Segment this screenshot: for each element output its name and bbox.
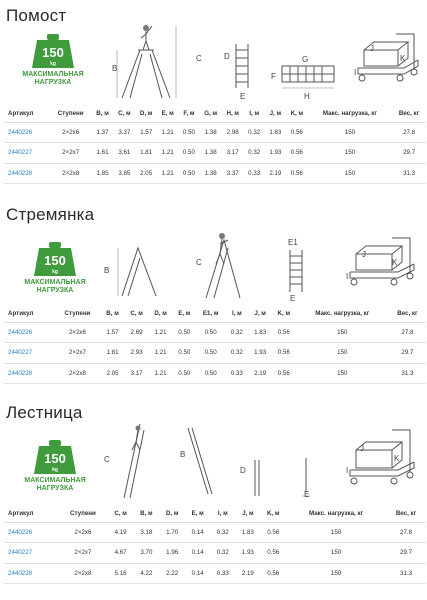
col-header: D, м xyxy=(159,506,185,522)
table-cell: 2.22 xyxy=(159,563,185,584)
col-header: Макс. нагрузка, кг xyxy=(286,506,386,522)
col-header: I, м xyxy=(225,306,248,322)
article-link[interactable]: 2440226 xyxy=(4,322,54,343)
table-cell: 150 xyxy=(286,563,386,584)
table-cell: 0.56 xyxy=(260,522,286,543)
table-cell: 1.21 xyxy=(157,163,178,184)
table-cell: 0.14 xyxy=(185,543,210,564)
table-cell: 1.21 xyxy=(149,322,173,343)
col-header: Артикул xyxy=(4,306,54,322)
dim-label-c: C xyxy=(196,54,202,63)
table-cell: 0.56 xyxy=(260,563,286,584)
table-cell: 150 xyxy=(286,522,386,543)
table-cell: 0.56 xyxy=(286,143,308,164)
table-cell: 31.3 xyxy=(386,563,426,584)
straight-ladder-figure xyxy=(184,426,214,496)
table-cell: 0.50 xyxy=(196,322,225,343)
ladder-figure xyxy=(230,42,254,92)
table-cell: 150 xyxy=(286,543,386,564)
table-cell: 1.83 xyxy=(265,122,286,143)
section-title: Лестница xyxy=(6,403,83,422)
dim-label-d: D xyxy=(240,466,246,475)
weight-caption-2: НАГРУЗКА xyxy=(36,287,74,294)
table-cell: 4.67 xyxy=(108,543,134,564)
table-cell: 3.37 xyxy=(113,122,135,143)
table-row xyxy=(4,163,426,184)
table-cell: 0.14 xyxy=(185,563,210,584)
table-cell: 0.56 xyxy=(272,343,296,364)
section-ladder xyxy=(0,400,427,600)
table-cell: 2×2х8 xyxy=(58,563,108,584)
table-cell: 0.50 xyxy=(173,363,196,384)
col-header: Вес, кг xyxy=(386,506,426,522)
table-cell: 27.8 xyxy=(389,322,426,343)
table-cell: 2.19 xyxy=(265,163,286,184)
table-cell: 150 xyxy=(308,122,392,143)
table-cell: 0.50 xyxy=(196,343,225,364)
table-cell: 1.83 xyxy=(235,522,260,543)
col-header: D, м xyxy=(135,106,157,122)
col-header: K, м xyxy=(272,306,296,322)
dim-label-j: J xyxy=(360,444,364,453)
spec-table-stepladder xyxy=(4,306,426,384)
table-cell: 0.50 xyxy=(173,343,196,364)
dim-label-i: I xyxy=(346,466,349,475)
table-cell: 2×2х6 xyxy=(58,522,108,543)
table-cell: 2.05 xyxy=(135,163,157,184)
col-header: Ступени xyxy=(58,506,108,522)
table-row xyxy=(4,343,426,364)
col-header: F, м xyxy=(178,106,199,122)
col-header: G, м xyxy=(199,106,221,122)
table-cell: 1.93 xyxy=(235,543,260,564)
table-cell: 0.56 xyxy=(286,122,308,143)
table-cell: 1.61 xyxy=(92,143,114,164)
table-cell: 0.50 xyxy=(173,322,196,343)
table-cell: 2.93 xyxy=(125,343,149,364)
weight-caption-2: НАГРУЗКА xyxy=(34,79,72,86)
table-cell: 31.3 xyxy=(392,163,426,184)
table-cell: 0.32 xyxy=(210,522,235,543)
table-row xyxy=(4,522,426,543)
table-cell: 29.7 xyxy=(386,543,426,564)
table-cell: 2.19 xyxy=(249,363,272,384)
col-header: E, м xyxy=(157,106,178,122)
table-cell: 1.70 xyxy=(159,522,185,543)
col-header: K, м xyxy=(260,506,286,522)
table-cell: 4.22 xyxy=(133,563,159,584)
article-link[interactable]: 2440227 xyxy=(4,143,50,164)
table-cell: 0.50 xyxy=(178,163,199,184)
dim-label-d: D xyxy=(224,52,230,61)
table-cell: 1.93 xyxy=(265,143,286,164)
table-cell: 1.21 xyxy=(149,363,173,384)
table-cell: 1.83 xyxy=(249,322,272,343)
dim-label-b: B xyxy=(112,64,118,73)
table-cell: 2.05 xyxy=(101,363,125,384)
dim-label-k: K xyxy=(394,454,400,463)
col-header: B, м xyxy=(133,506,159,522)
table-cell: 0.56 xyxy=(272,363,296,384)
dim-label-k: K xyxy=(392,258,398,267)
table-cell: 0.50 xyxy=(178,143,199,164)
table-cell: 1.37 xyxy=(92,122,114,143)
table-cell: 1.38 xyxy=(199,143,221,164)
table-header-row xyxy=(4,506,426,522)
table-cell: 1.93 xyxy=(249,343,272,364)
section-title: Помост xyxy=(6,6,67,25)
dim-label-k: K xyxy=(400,54,406,63)
table-cell: 1.81 xyxy=(101,343,125,364)
svg-text:kg: kg xyxy=(52,467,58,473)
table-cell: 1.96 xyxy=(159,543,185,564)
table-cell: 3.61 xyxy=(113,143,135,164)
table-cell: 2×2х7 xyxy=(54,343,100,364)
col-header: Артикул xyxy=(4,106,50,122)
dim-label-g: G xyxy=(302,55,309,64)
weight-badge xyxy=(10,440,100,493)
weight-caption-1: МАКСИМАЛЬНАЯ xyxy=(22,71,84,78)
table-cell: 0.33 xyxy=(225,363,248,384)
table-cell: 3.70 xyxy=(133,543,159,564)
col-header: C, м xyxy=(108,506,134,522)
col-header: B, м xyxy=(92,106,114,122)
table-header-row xyxy=(4,106,426,122)
table-cell: 1.21 xyxy=(157,143,178,164)
col-header: C, м xyxy=(125,306,149,322)
table-cell: 150 xyxy=(296,322,389,343)
col-header: I, м xyxy=(244,106,265,122)
table-cell: 0.56 xyxy=(260,543,286,564)
weight-caption-2: НАГРУЗКА xyxy=(36,485,74,492)
table-cell: 150 xyxy=(296,343,389,364)
table-cell: 3.17 xyxy=(222,143,244,164)
leaning-ladder-figure xyxy=(116,420,156,500)
dim-label-e: E xyxy=(290,294,296,303)
table-cell: 1.38 xyxy=(199,122,221,143)
table-cell: 2×2х6 xyxy=(54,322,100,343)
col-header: E, м xyxy=(185,506,210,522)
table-cell: 29.7 xyxy=(392,143,426,164)
table-cell: 5.16 xyxy=(108,563,134,584)
dim-label-c: C xyxy=(104,455,110,464)
table-cell: 1.21 xyxy=(157,122,178,143)
weight-icon xyxy=(33,242,77,276)
table-cell: 1.57 xyxy=(135,122,157,143)
ladder-e1-figure xyxy=(284,248,308,294)
section-platform xyxy=(0,0,427,200)
table-cell: 0.32 xyxy=(244,143,265,164)
table-row xyxy=(4,143,426,164)
weight-badge xyxy=(8,34,98,87)
table-row xyxy=(4,543,426,564)
weight-caption-1: МАКСИМАЛЬНАЯ xyxy=(24,279,86,286)
table-cell: 4.19 xyxy=(108,522,134,543)
spec-table-platform xyxy=(4,106,426,184)
table-cell: 3.17 xyxy=(125,363,149,384)
table-cell: 31.3 xyxy=(389,363,426,384)
table-cell: 1.85 xyxy=(92,163,114,184)
spec-table-ladder xyxy=(4,506,426,584)
table-row xyxy=(4,122,426,143)
table-cell: 0.32 xyxy=(244,122,265,143)
dim-label-j: J xyxy=(370,44,374,53)
col-header: I, м xyxy=(210,506,235,522)
article-link[interactable]: 2440228 xyxy=(4,363,54,384)
stepladder-person-figure xyxy=(200,230,246,300)
table-header-row xyxy=(4,306,426,322)
table-cell: 0.33 xyxy=(210,563,235,584)
col-header: Макс. нагрузка, кг xyxy=(308,106,392,122)
table-cell: 2.69 xyxy=(125,322,149,343)
weight-icon xyxy=(31,34,75,68)
section-title: Стремянка xyxy=(6,205,95,224)
dim-label-b: B xyxy=(104,266,110,275)
weight-caption-1: МАКСИМАЛЬНАЯ xyxy=(24,477,86,484)
article-link[interactable]: 2440228 xyxy=(4,163,50,184)
dim-label-e: E xyxy=(304,490,310,499)
table-cell: 3.18 xyxy=(133,522,159,543)
article-link[interactable]: 2440226 xyxy=(4,122,50,143)
svg-text:kg: kg xyxy=(52,269,58,275)
dim-label-e: E xyxy=(240,92,246,101)
article-link[interactable]: 2440226 xyxy=(4,522,58,543)
table-cell: 2×2х8 xyxy=(50,163,92,184)
col-header: D, м xyxy=(149,306,173,322)
col-header: Макс. нагрузка, кг xyxy=(296,306,389,322)
table-cell: 0.56 xyxy=(286,163,308,184)
dim-label-i: I xyxy=(346,272,349,281)
svg-text:150: 150 xyxy=(44,253,66,268)
dim-label-f: F xyxy=(271,72,276,81)
col-header: J, м xyxy=(249,306,272,322)
table-cell: 2×2х8 xyxy=(54,363,100,384)
table-cell: 29.7 xyxy=(389,343,426,364)
svg-text:150: 150 xyxy=(44,451,66,466)
table-cell: 1.57 xyxy=(101,322,125,343)
table-cell: 27.8 xyxy=(392,122,426,143)
dim-label-c: C xyxy=(196,258,202,267)
table-cell: 1.38 xyxy=(199,163,221,184)
table-cell: 3.37 xyxy=(222,163,244,184)
ladder-side-figure xyxy=(250,458,264,498)
table-cell: 2×2х7 xyxy=(50,143,92,164)
table-cell: 150 xyxy=(308,163,392,184)
table-row xyxy=(4,363,426,384)
col-header: C, м xyxy=(113,106,135,122)
table-cell: 0.32 xyxy=(225,322,248,343)
stepladder-figure xyxy=(116,244,164,298)
col-header: Вес, кг xyxy=(392,106,426,122)
table-row xyxy=(4,563,426,584)
article-link[interactable]: 2440227 xyxy=(4,343,54,364)
col-header: J, м xyxy=(235,506,260,522)
platform-top-figure xyxy=(276,62,340,90)
svg-text:kg: kg xyxy=(50,61,56,67)
table-cell: 3.85 xyxy=(113,163,135,184)
table-cell: 1.21 xyxy=(149,343,173,364)
col-header: E1, м xyxy=(196,306,225,322)
weight-icon xyxy=(33,440,77,474)
table-cell: 150 xyxy=(296,363,389,384)
table-cell: 2×2х7 xyxy=(58,543,108,564)
dim-label-j: J xyxy=(362,250,366,259)
table-cell: 0.50 xyxy=(178,122,199,143)
svg-text:150: 150 xyxy=(42,45,64,60)
trolley-figure xyxy=(354,30,422,92)
table-cell: 2×2х6 xyxy=(50,122,92,143)
table-cell: 0.14 xyxy=(185,522,210,543)
dim-label-e1: E1 xyxy=(288,238,298,247)
table-cell: 0.32 xyxy=(225,343,248,364)
col-header: Вес, кг xyxy=(389,306,426,322)
table-cell: 0.33 xyxy=(244,163,265,184)
col-header: Артикул xyxy=(4,506,58,522)
weight-badge xyxy=(10,242,100,295)
col-header: Ступени xyxy=(50,106,92,122)
table-cell: 150 xyxy=(308,143,392,164)
table-cell: 2.19 xyxy=(235,563,260,584)
article-link[interactable]: 2440227 xyxy=(4,543,58,564)
platform-figure xyxy=(112,22,192,102)
dim-label-i: I xyxy=(354,68,357,77)
table-cell: 27.8 xyxy=(386,522,426,543)
table-row xyxy=(4,322,426,343)
trolley-figure xyxy=(346,426,418,496)
article-link[interactable]: 2440228 xyxy=(4,563,58,584)
dim-label-h: H xyxy=(304,92,310,101)
trolley-figure xyxy=(346,234,418,296)
section-stepladder xyxy=(0,200,427,400)
col-header: Ступени xyxy=(54,306,100,322)
table-cell: 1.81 xyxy=(135,143,157,164)
col-header: K, м xyxy=(286,106,308,122)
dim-label-b: B xyxy=(180,450,186,459)
col-header: H, м xyxy=(222,106,244,122)
col-header: B, м xyxy=(101,306,125,322)
table-cell: 0.56 xyxy=(272,322,296,343)
col-header: E, м xyxy=(173,306,196,322)
table-cell: 0.50 xyxy=(196,363,225,384)
table-cell: 2.98 xyxy=(222,122,244,143)
col-header: J, м xyxy=(265,106,286,122)
table-cell: 0.32 xyxy=(210,543,235,564)
